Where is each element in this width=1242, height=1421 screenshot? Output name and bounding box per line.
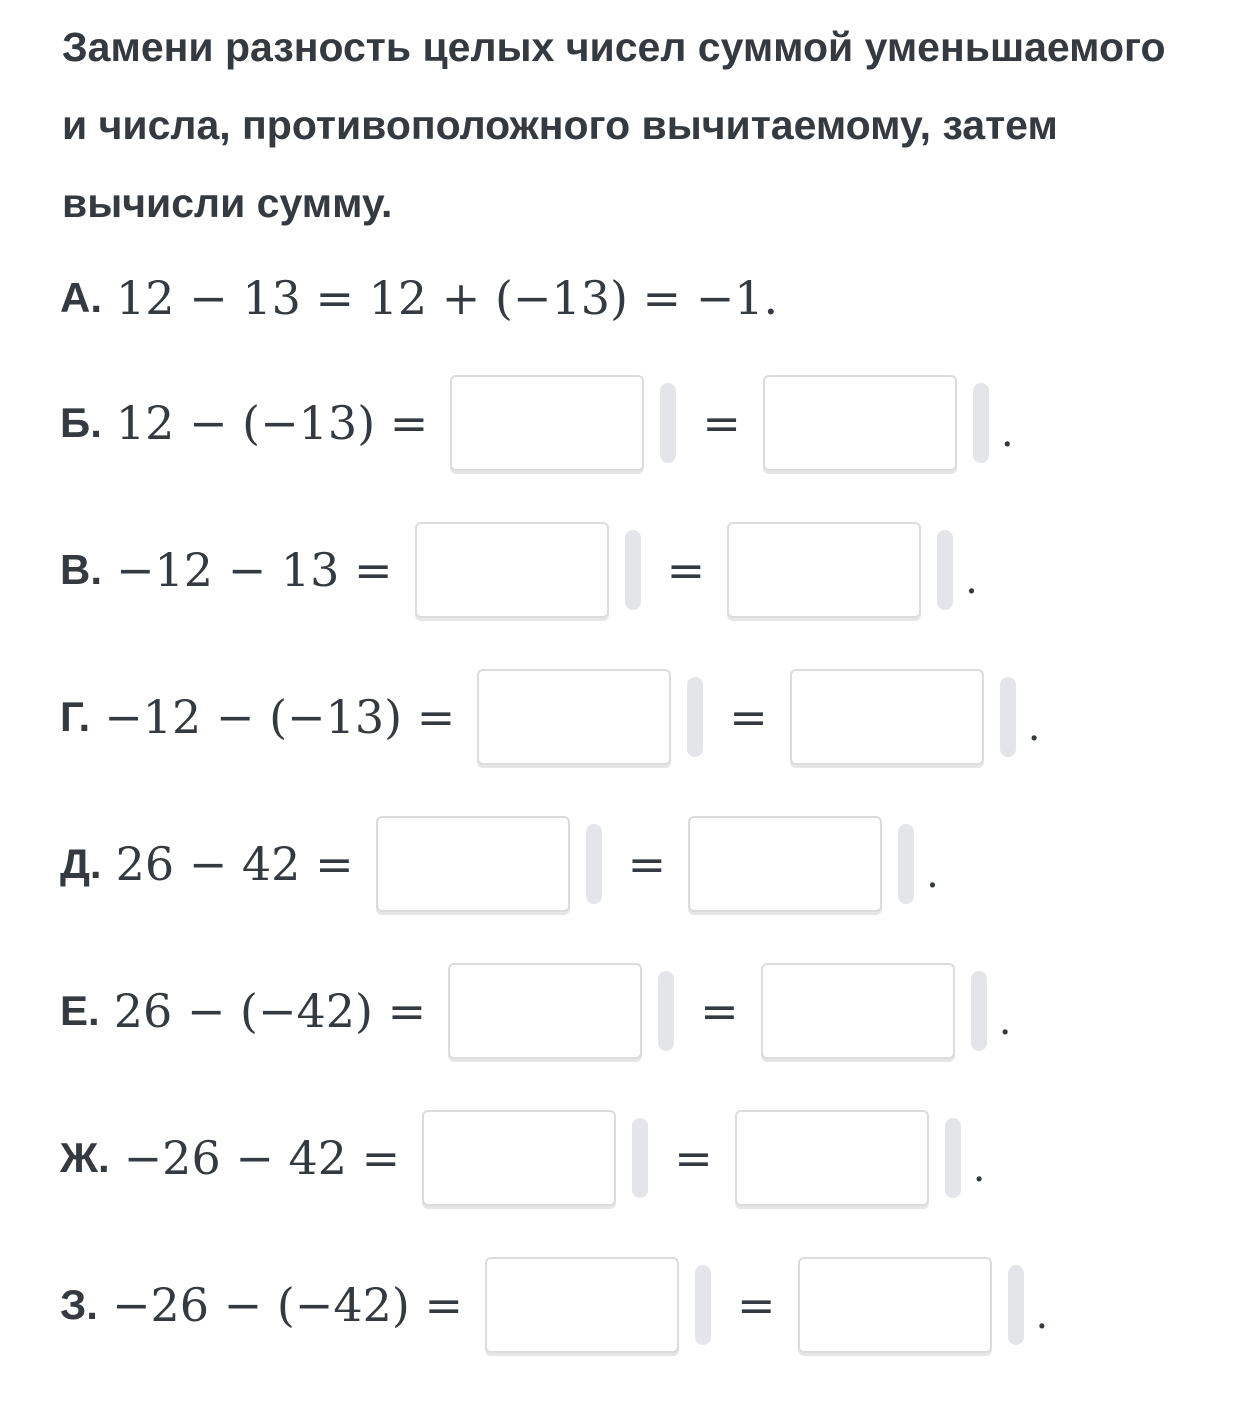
task-expression: 26 − 42 = [115, 837, 354, 891]
task-expression: 26 − (−42) = [113, 984, 427, 1038]
end-period: . [998, 998, 1012, 1044]
task-row-g [60, 662, 1041, 772]
task-label: В. [60, 546, 102, 593]
drag-handle[interactable] [632, 1118, 648, 1198]
drag-handle[interactable] [695, 1265, 711, 1345]
example-row [60, 243, 778, 353]
task-expression: 12 − (−13) = [115, 396, 429, 450]
end-period: . [1027, 704, 1041, 750]
task-label: Д. [60, 840, 102, 887]
task-row-b [60, 368, 1014, 478]
task-label: Ж. [60, 1134, 110, 1181]
equals-sign: = [674, 1131, 713, 1185]
drag-handle[interactable] [937, 530, 953, 610]
drag-handle[interactable] [973, 383, 989, 463]
task-instruction: Замени разность целых чисел суммой уменьшаемого и числа, противоположного вычитаемому, затем вычисли сумму. [62, 24, 1166, 226]
end-period: . [965, 557, 978, 603]
answer-box-1[interactable] [415, 522, 609, 618]
answer-box-1[interactable] [376, 816, 570, 912]
drag-handle[interactable] [658, 971, 674, 1051]
drag-handle[interactable] [1008, 1265, 1024, 1345]
end-period: . [972, 1145, 986, 1191]
equals-sign: = [729, 690, 768, 744]
end-period: . [926, 851, 939, 897]
task-row-z [60, 1250, 1048, 1360]
equals-sign: = [627, 837, 667, 891]
task-label: Б. [60, 399, 102, 446]
example-label: А. [60, 274, 102, 321]
drag-handle[interactable] [971, 971, 987, 1051]
equals-sign: = [736, 1278, 776, 1332]
answer-box-1[interactable] [422, 1110, 616, 1206]
drag-handle[interactable] [687, 677, 703, 757]
answer-box-2[interactable] [688, 816, 882, 912]
task-label: З. [60, 1281, 98, 1328]
task-label: Е. [60, 987, 100, 1034]
equals-sign: = [702, 396, 741, 450]
task-row-v [60, 515, 978, 625]
task-expression: −26 − 42 = [123, 1131, 401, 1185]
drag-handle[interactable] [945, 1118, 961, 1198]
answer-box-2[interactable] [763, 375, 957, 471]
example-expression: 12 − 13 = 12 + (−13) = −1. [116, 271, 779, 325]
task-expression: −26 − (−42) = [111, 1278, 463, 1332]
drag-handle[interactable] [625, 530, 641, 610]
end-period: . [1035, 1292, 1049, 1338]
answer-box-1[interactable] [485, 1257, 679, 1353]
drag-handle[interactable] [660, 383, 676, 463]
end-period: . [1000, 410, 1014, 456]
task-expression: −12 − 13 = [116, 543, 393, 597]
answer-box-2[interactable] [761, 963, 955, 1059]
drag-handle[interactable] [898, 824, 914, 904]
answer-box-1[interactable] [448, 963, 642, 1059]
task-label: Г. [60, 693, 91, 740]
answer-box-2[interactable] [735, 1110, 929, 1206]
drag-handle[interactable] [586, 824, 602, 904]
equals-sign: = [666, 543, 706, 597]
task-row-d [60, 809, 939, 919]
equals-sign: = [700, 984, 739, 1038]
answer-box-2[interactable] [798, 1257, 992, 1353]
answer-box-1[interactable] [477, 669, 671, 765]
task-row-zh [60, 1103, 985, 1213]
drag-handle[interactable] [1000, 677, 1016, 757]
task-expression: −12 − (−13) = [104, 690, 456, 744]
answer-box-2[interactable] [790, 669, 984, 765]
task-row-e [60, 956, 1011, 1066]
answer-box-1[interactable] [450, 375, 644, 471]
answer-box-2[interactable] [727, 522, 921, 618]
